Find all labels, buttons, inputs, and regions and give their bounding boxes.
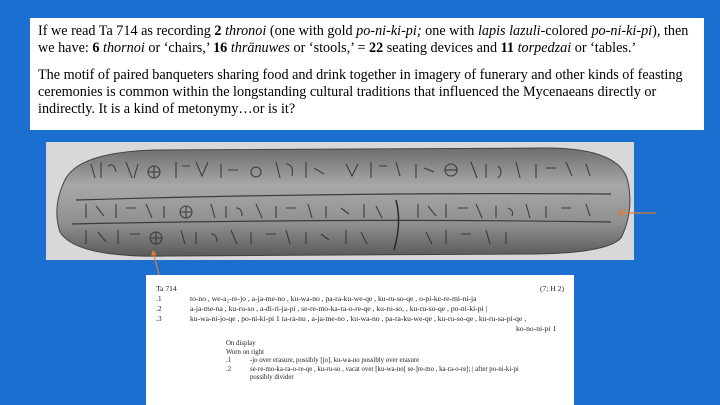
note-number: .2 <box>226 365 232 373</box>
number-6: 6 <box>92 40 100 56</box>
transcription-line <box>156 294 564 304</box>
text-run: or ‘tables.’ <box>571 40 637 56</box>
text-run: or ‘stools,’ = <box>289 40 370 56</box>
note-text: possibly divider <box>250 374 294 381</box>
line-number: .1 <box>156 294 162 303</box>
slide-text-box <box>30 18 704 130</box>
paragraph-banqueters-motif: The motif of paired banqueters sharing food and drink together in imagery of funerary and other kinds of feasting ceremonies is common within the longstanding cultural traditions that influenced the Mycenaeans directly or indirectly. It is a kind of metonymy…or is it? <box>38 67 683 117</box>
line-number: .3 <box>156 314 162 323</box>
line-text: ku-wa-ni-jo-qe , po-ni-ki-pi 1 ta-ra-nu , a-ja-me-no , ku-wa-no , pa-ra-ku-we-qe , ku-ru-so-qe , ku-ru-sa-pi-qe , <box>190 314 527 323</box>
notes-header: On display <box>226 340 256 347</box>
notes-header: Worn on right <box>226 348 264 356</box>
term-lapis-lazuli: lapis lazuli <box>477 23 541 39</box>
apparatus-notes <box>156 340 564 383</box>
line-text: to-no , we-a₂-re-jo , a-ja-me-no , ku-wa-no , pa-ra-ku-we-qe , ku-ru-so-qe , o-pi-ke-re-mi-ni-ja <box>190 294 477 303</box>
text-run: or ‘chairs,’ <box>144 40 214 56</box>
text-run: -colored <box>540 23 592 39</box>
text-run: If we read Ta 714 as recording <box>38 23 215 39</box>
transcription-line <box>156 314 564 324</box>
text-run: ), then we have: <box>38 23 689 56</box>
note-line <box>226 374 564 383</box>
note-number <box>226 374 250 383</box>
tablet-reference: (7; H 2) <box>539 284 564 293</box>
term-torpedzai: torpedzai <box>514 40 572 56</box>
term-thronoi: thronoi <box>221 23 267 39</box>
arrow-right-pointer <box>618 208 658 218</box>
number-11: 11 <box>500 40 515 56</box>
transcription-line <box>156 304 564 314</box>
text-run: one with <box>421 23 478 39</box>
number-16: 16 <box>213 40 228 56</box>
term-po-ni-ki-pi: po-ni-ki-pi <box>591 23 653 39</box>
number-22: 22 <box>369 40 384 56</box>
note-text: se-re-mo-ka-ra-o-re-qe , ku-ru-so , vacat over [ku-wa-no[ se-]re-mo , ka-ra-o-re]; | after po-ni-ki-pi <box>250 365 519 373</box>
text-run: (one with gold <box>266 23 357 39</box>
line-text: a-ja-me-na , ku-ru-so , a-di-ri-ja-pi , se-re-mo-ka-ra-o-re-qe , ku-ru-so, , ku-ru-so-qe , po-ni-ki-pi | <box>190 304 488 313</box>
note-number: .1 <box>226 357 232 364</box>
paragraph-ta-714-reading <box>38 23 696 57</box>
line-number: .2 <box>156 304 162 313</box>
transcription-header <box>156 284 564 294</box>
transcription-panel <box>146 275 574 405</box>
tablet-title: Ta 714 <box>156 284 177 293</box>
note-line <box>226 357 564 366</box>
line-continuation: ko-no-ni-pi 1 <box>516 324 557 333</box>
note-text: -jo over erasure, possibly [jo], ku-wa-no possibly over erasure <box>250 357 420 364</box>
term-thranuwes: thrānuwes <box>227 40 290 56</box>
term-thornoi: thornoi <box>99 40 145 56</box>
number-2: 2 <box>214 23 222 39</box>
term-po-ni-ki-pi: po-ni-ki-pi; <box>356 23 422 39</box>
tablet-photo <box>46 142 634 260</box>
text-run: seating devices and <box>383 40 501 56</box>
note-line <box>226 366 564 375</box>
arrow-left-pointer <box>150 250 162 276</box>
tablet-image <box>46 142 634 260</box>
